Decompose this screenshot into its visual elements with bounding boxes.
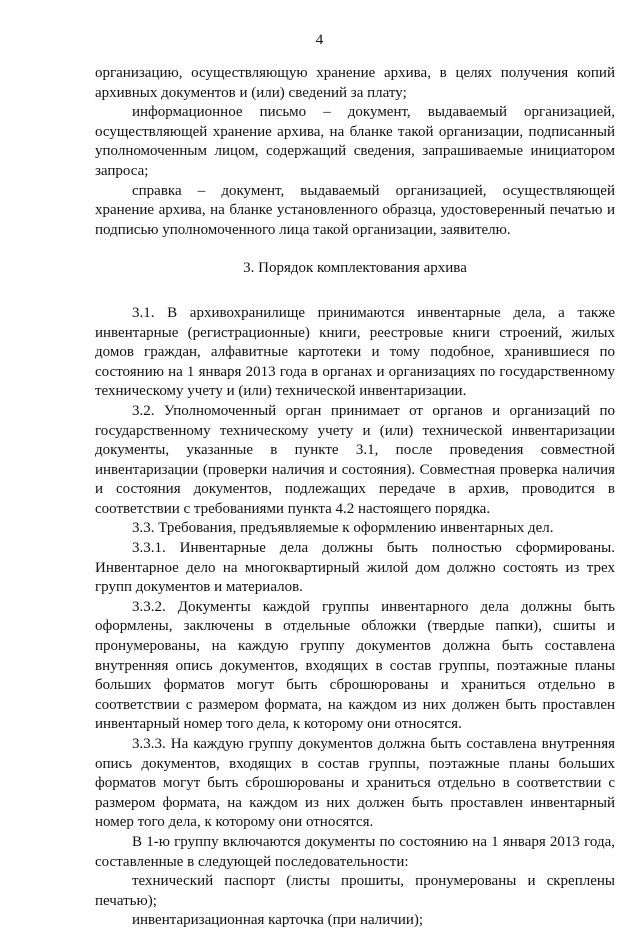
section-heading: 3. Порядок комплектования архива (243, 260, 467, 277)
paragraph-3-2: 3.2. Уполномоченный орган принимает от органов и организаций по государственному техническому учету и (или) технической инвентаризации документы, указанные в пункте 3.1, после проведения совместной инвентаризации (проверки наличия и состояния). Совместная проверка наличия и состояния документов, подлежащих передаче в архив, проводится в соответствии с требованиями пункта 4.2 настоящего порядка. (95, 402, 615, 517)
paragraph-3-3-3: 3.3.3. На каждую группу документов должна быть составлена внутренняя опись документов, входящих в состав группы, поэтажные планы больших форматов могут быть сброшюрованы и храниться отдельно в соответствии с размером формата, на каждом из них должен быть проставлен инвентарный номер того дела, к которому они относятся. (95, 736, 615, 831)
document-body (95, 64, 615, 931)
paragraph-3-1: 3.1. В архивохранилище принимаются инвентарные дела, а также инвентарные (регистрационные) книги, реестровые книги строений, жилых домов граждан, алфавитные картотеки и тому подобное, хранившиеся по состоянию на 1 января 2013 года в органах и организациях по государственному техническому учету и (или) технической инвентаризации. (95, 304, 615, 400)
list-item-technical-passport: технический паспорт (листы прошиты, пронумерованы и скреплены печатью); (95, 873, 615, 909)
page-number: 4 (315, 32, 324, 48)
paragraph-info-letter-definition: информационное письмо – документ, выдаваемый организацией, осуществляющей хранение архива, на бланке такой организации, подписанный уполномоченным лицом, содержащий сведения, запрашиваемые инициатором запроса; (95, 104, 615, 179)
paragraph-archive-copies: организацию, осуществляющую хранение архива, в целях получения копий архивных документов и (или) сведений за плату; (95, 65, 615, 101)
paragraph-certificate-definition: справка – документ, выдаваемый организацией, осуществляющей хранение архива, на бланке установленного образца, удостоверенный печатью и подписью уполномоченного лица такой организации, заявителю. (95, 182, 615, 238)
paragraph-3-3-2: 3.3.2. Документы каждой группы инвентарного дела должны быть оформлены, заключены в отдельные обложки (твердые папки), сшиты и пронумерованы, на каждую группу документов должна быть составлена внутренняя опись документов, входящих в состав группы, поэтажные планы больших форматов могут быть сброшюрованы и храниться отдельно в соответствии с размером формата, на каждом из них должен быть проставлен инвентарный номер того дела, к которому они относятся. (95, 598, 615, 733)
list-item-inventory-card: инвентаризационная карточка (при наличии); (132, 912, 424, 929)
paragraph-3-3: 3.3. Требования, предъявляемые к оформлению инвентарных дел. (132, 520, 554, 537)
paragraph-3-3-1: 3.3.1. Инвентарные дела должны быть полностью сформированы. Инвентарное дело на многоквартирный жилой дом должно состоять из трех групп документов и материалов. (95, 540, 615, 596)
paragraph-group-1: В 1-ю группу включаются документы по состоянию на 1 января 2013 года, составленные в следующей последовательности: (95, 833, 615, 870)
